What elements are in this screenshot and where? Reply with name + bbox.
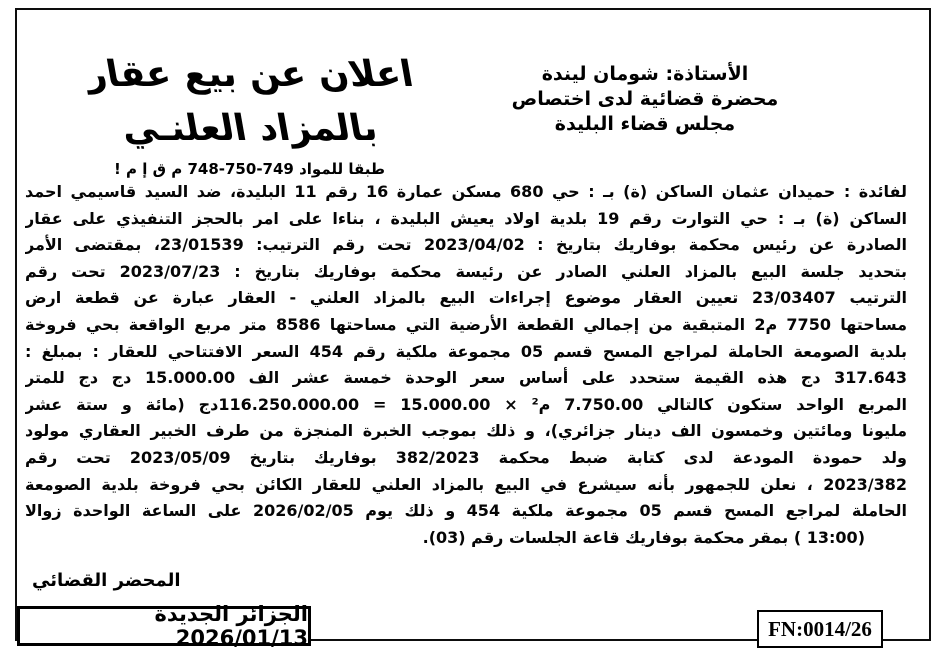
- body-line: 317.643 دج هذه القيمة ستحدد على أساس سعر الوحدة خمسة عشر الف 15.000.00 دج دج للمتر: [25, 368, 907, 388]
- body-line: الحاملة لمراجع المسح قسم 05 مجموعة ملكية 454 و ذلك يوم 2026/02/05 على الساعة الواحدة زوالا: [25, 501, 907, 521]
- body-line: بتحديد جلسة البيع بالمزاد العلني الصادر عن رئيسة محكمة بوفاريك بتاريخ : 2023/07/23 تحت رقم: [25, 261, 907, 281]
- officer-court: مجلس قضاء البليدة: [554, 113, 736, 135]
- ad-title-subtitle: طبقا للمواد 749-750-748 م ق إ م !: [113, 160, 386, 178]
- ad-title-line1: اعلان عن بيع عقار: [82, 54, 417, 95]
- newspaper-date-box: [17, 602, 311, 650]
- ad-title-line2: بالمزاد العلنـي: [118, 108, 381, 149]
- officer-header: [470, 62, 820, 137]
- notice-body: [25, 179, 907, 551]
- newspaper-name-and-date: الجزائر الجديدة 2026/01/13: [154, 602, 308, 650]
- body-line: الترتيب 23/03407 تعيين العقار موضوع إجراءات البيع بالمزاد العلني - العقار عبارة عن قطعة ارض: [25, 288, 907, 308]
- officer-role: محضرة قضائية لدى اختصاص: [511, 88, 779, 110]
- body-line: لفائدة : حميدان عثمان الساكن (ة) بـ : حي 680 مسكن عمارة 16 رقم 11 البليدة، ضد السيد قاسيمي احمد: [25, 182, 907, 201]
- body-line: الصادرة عن رئيس محكمة بوفاريك بتاريخ : 2023/04/02 تحت رقم الترتيب: 23/01539، بمقتضى الأمر: [25, 235, 907, 255]
- body-line: ولد حمودة المودعة لدى كتابة ضبط محكمة 382/2023 بوفاريك بتاريخ 2023/05/09 تحت رقم: [25, 447, 907, 467]
- reference-number-box: [757, 610, 883, 648]
- officer-name: الأستاذة: شومان ليندة: [541, 63, 749, 85]
- body-line: بلدية الصومعة الحاملة لمراجع المسح قسم 05 مجموعة ملكية رقم 454 السعر الافتتاحي للعقار : بمبلغ :: [25, 341, 907, 361]
- body-line: الساكن (ة) بـ : حي التوارت رقم 19 بلدية اولاد يعيش البليدة ، بناءا على امر بالحجز التنفيذي على عقار: [25, 208, 907, 228]
- body-line: المربع الواحد ستكون كالتالي 7.750.00 م² × 15.000.00 = 116.250.000.00دج (مائة و ستة عشر: [25, 394, 907, 414]
- reference-number: FN:0014/26: [768, 616, 872, 641]
- body-line: 2023/382 ، نعلن للجمهور بأنه سيشرع في البيع بالمزاد العلني للعقار الكائن بحي فروخة بلدية الصومعة: [25, 474, 907, 494]
- signature-label: المحضر القضائي: [32, 570, 181, 591]
- body-line: مليونا ومائتين وخمسون الف دينار جزائري)، و ذلك بموجب الخبرة المنجزة من طرف الخبير العقاري مولود: [25, 421, 907, 441]
- body-line: مساحتها 7750 م2 المتبقية من إجمالي القطعة الأرضية التي مساحتها 8586 متر مربع الواقعة بحي فروخة: [25, 314, 907, 334]
- body-line: (13:00 ) بمقر محكمة بوفاريك قاعة الجلسات رقم (03).: [422, 527, 865, 547]
- ad-title-block: [52, 48, 447, 179]
